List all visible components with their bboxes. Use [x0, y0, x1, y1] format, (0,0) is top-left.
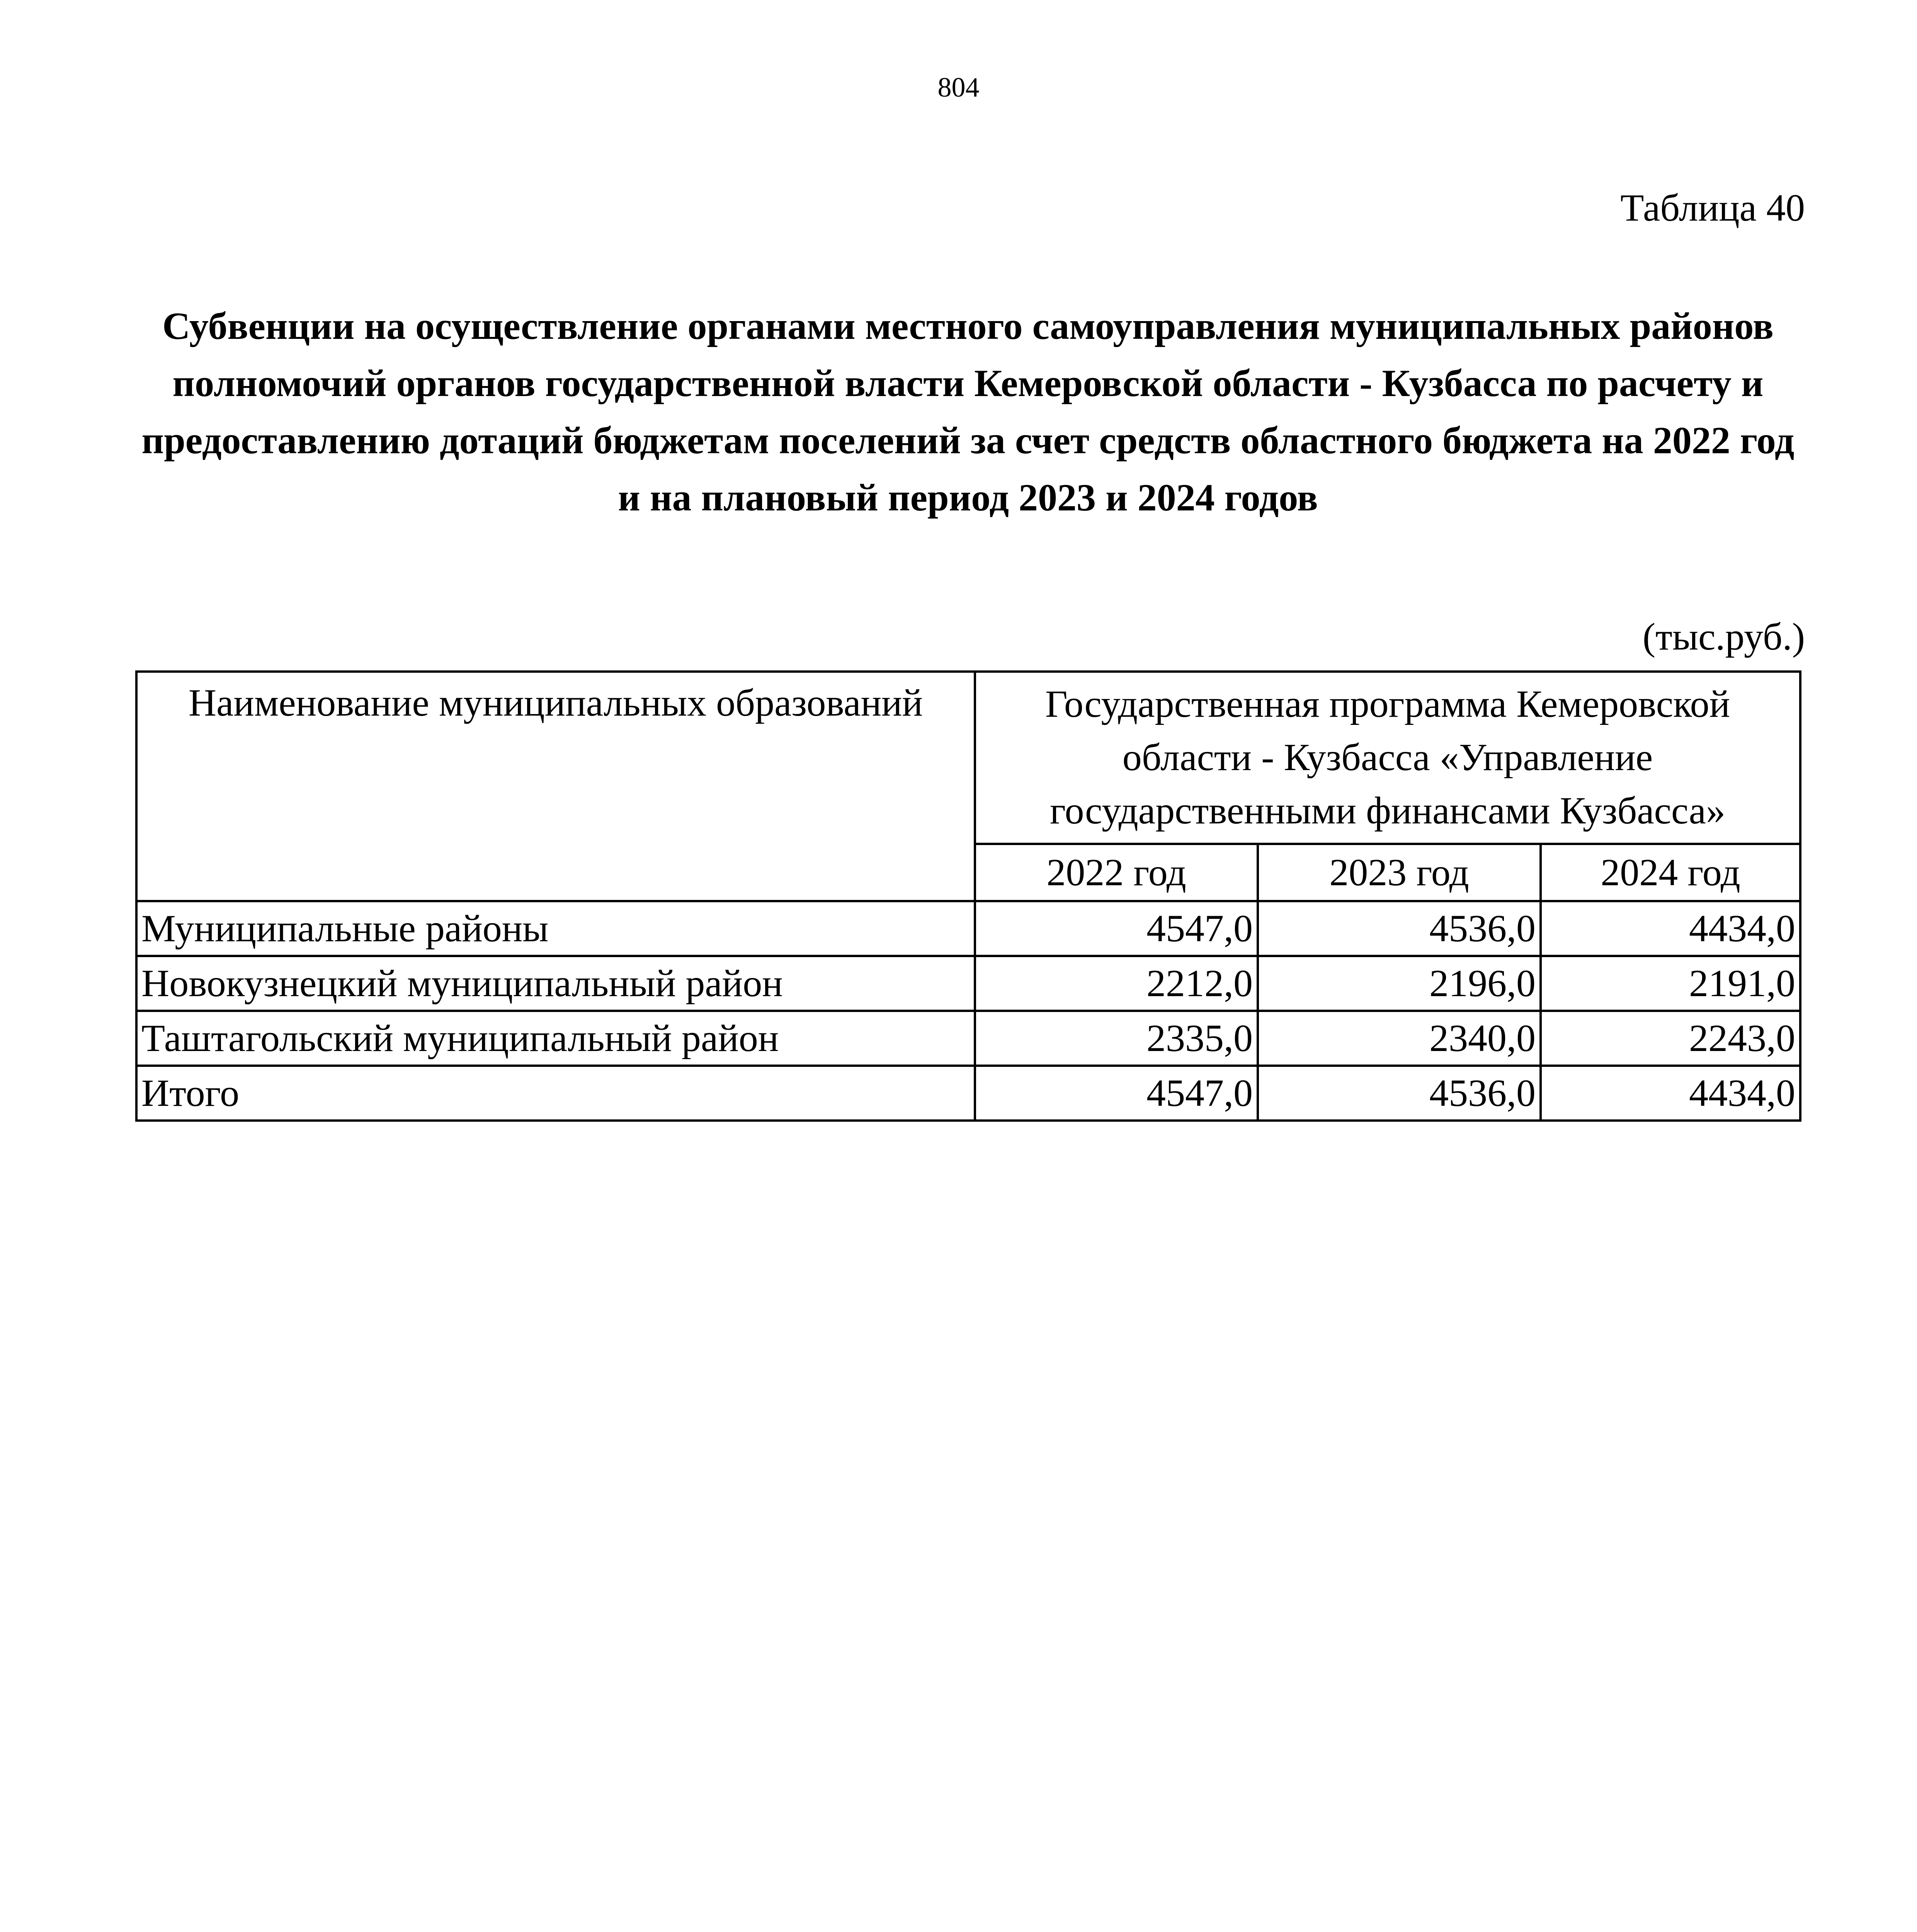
header-state-program: Государственная программа Кемеровской области - Кузбасса «Управление государственными финансами Кузбасса»	[975, 672, 1800, 844]
value-2022: 4547,0	[975, 901, 1258, 956]
value-2022: 2335,0	[975, 1011, 1258, 1066]
header-year-2024: 2024 год	[1541, 844, 1800, 901]
value-2022: 4547,0	[975, 1066, 1258, 1121]
value-2023: 4536,0	[1258, 1066, 1541, 1121]
header-year-2022: 2022 год	[975, 844, 1258, 901]
header-year-2023: 2023 год	[1258, 844, 1541, 901]
page-number: 804	[937, 72, 980, 103]
value-2023: 2196,0	[1258, 956, 1541, 1011]
value-2023: 2340,0	[1258, 1011, 1541, 1066]
value-2023: 4536,0	[1258, 901, 1541, 956]
table-label: Таблица 40	[1620, 186, 1805, 229]
table-row-novokuznetsk	[136, 956, 1800, 1011]
subventions-table	[135, 670, 1801, 1122]
value-2024: 2243,0	[1541, 1011, 1800, 1066]
row-name: Муниципальные районы	[136, 901, 975, 956]
value-2024: 4434,0	[1541, 1066, 1800, 1121]
row-name: Новокузнецкий муниципальный район	[136, 956, 975, 1011]
value-2024: 2191,0	[1541, 956, 1800, 1011]
units-label: (тыс.руб.)	[1642, 615, 1805, 658]
row-name: Итого	[136, 1066, 975, 1121]
table-row-tashtagol	[136, 1011, 1800, 1066]
value-2024: 4434,0	[1541, 901, 1800, 956]
header-municipality-name: Наименование муниципальных образований	[136, 672, 975, 901]
row-name: Таштагольский муниципальный район	[136, 1011, 975, 1066]
table-row-total	[136, 1066, 1800, 1121]
header-row-1	[136, 672, 1800, 844]
value-2022: 2212,0	[975, 956, 1258, 1011]
document-title: Субвенции на осуществление органами местного самоуправления муниципальных районов полномочий органов государственной власти Кемеровской области - Кузбасса по расчету и предоставлению дотаций бюджетам поселений за счет средств областного бюджета на 2022 год и на плановый период 2023 и 2024 годов	[141, 304, 1795, 519]
table-row-municipal-districts	[136, 901, 1800, 956]
